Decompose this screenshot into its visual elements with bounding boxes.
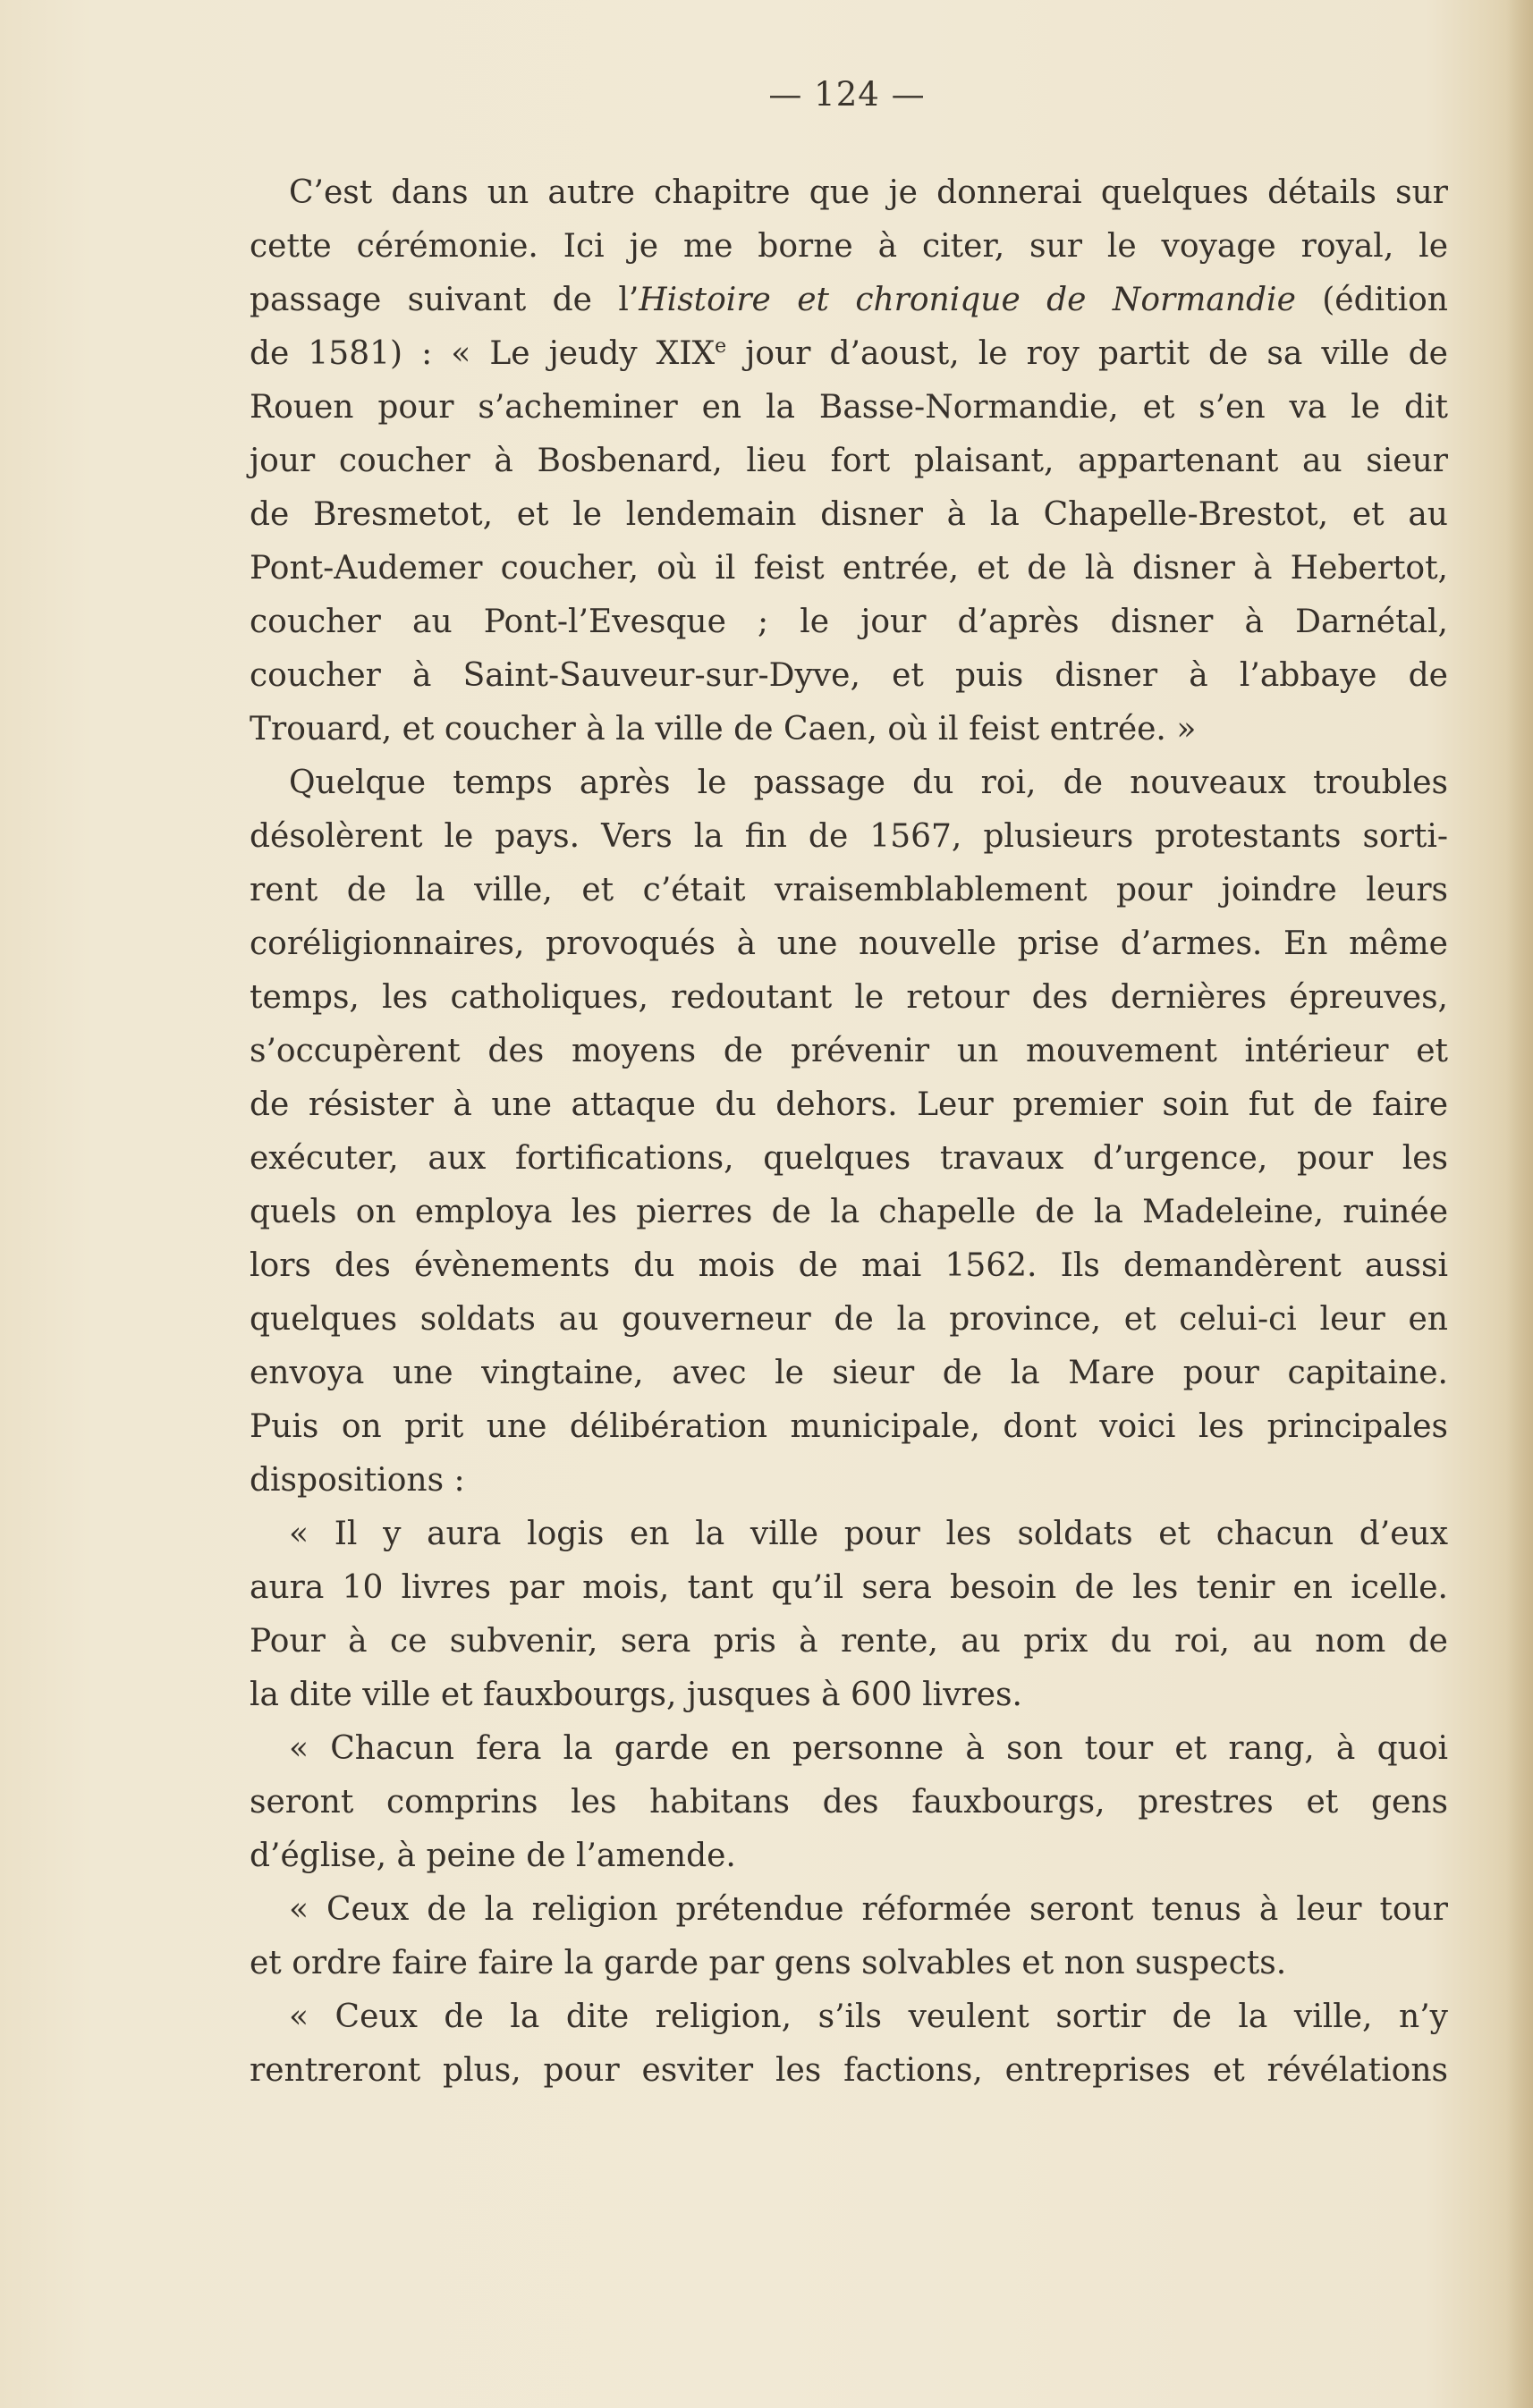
text-line: de Bresmetot, et le lendemain disner à la Chapelle-Brestot, et au [250,496,1448,533]
text-segment: de 1581) : « Le jeudy XIX [250,335,716,372]
text-line: jour coucher à Bosbenard, lieu fort plaisant, appartenant au sieur [250,443,1448,479]
body-text [250,166,1448,2098]
text-line [250,274,1448,327]
text-line: exécuter, aux fortifications, quelques travaux d’urgence, pour les [250,1140,1448,1177]
text-line: Trouard, et coucher à la ville de Caen, où il feist entrée. » [250,711,1197,748]
text-line [250,327,1448,381]
italic-title: Histoire et chronique de Normandie [639,282,1296,318]
page-number: — 124 — [768,75,926,114]
text-segment: jour d’aoust, le roy partit de sa ville de [726,335,1448,372]
text-line: lors des évènements du mois de mai 1562. Ils demandèrent aussi [250,1247,1448,1284]
text-line: « Ceux de la religion prétendue réformée seront tenus à leur tour [289,1891,1448,1928]
text-line: Pour à ce subvenir, sera pris à rente, au prix du roi, au nom de [250,1623,1448,1660]
text-line: envoya une vingtaine, avec le sieur de la Mare pour capitaine. [250,1355,1448,1391]
text-line: C’est dans un autre chapitre que je donnerai quelques détails sur [289,174,1448,211]
text-line: dispositions : [250,1462,465,1499]
text-line: de résister à une attaque du dehors. Leur premier soin fut de faire [250,1086,1448,1123]
text-line: Quelque temps après le passage du roi, de nouveaux troubles [289,765,1448,801]
text-line: Puis on prit une délibération municipale, dont voici les principales [250,1408,1448,1445]
text-line: rent de la ville, et c’était vraisemblablement pour joindre leurs [250,872,1448,908]
text-line: aura 10 livres par mois, tant qu’il sera besoin de les tenir en icelle. [250,1569,1448,1606]
text-line: « Chacun fera la garde en personne à son tour et rang, à quoi [289,1730,1448,1767]
text-segment: passage suivant de l’ [250,282,639,318]
text-line: « Il y aura logis en la ville pour les soldats et chacun d’eux [289,1516,1448,1552]
page-edge-shadow [1506,0,1533,2408]
text-line: coréligionnaires, provoqués à une nouvelle prise d’armes. En même [250,925,1448,962]
text-line: quelques soldats au gouverneur de la province, et celui-ci leur en [250,1301,1448,1338]
text-line: rentreront plus, pour esviter les factions, entreprises et révélations [250,2052,1448,2089]
text-line: la dite ville et fauxbourgs, jusques à 600 livres. [250,1677,1022,1713]
text-line: et ordre faire faire la garde par gens solvables et non suspects. [250,1945,1287,1981]
text-line: d’église, à peine de l’amende. [250,1838,736,1874]
text-line: « Ceux de la dite religion, s’ils veulent sortir de la ville, n’y [289,1998,1448,2035]
text-line: quels on employa les pierres de la chapelle de la Madeleine, ruinée [250,1194,1448,1230]
text-line: s’occupèrent des moyens de prévenir un mouvement intérieur et [250,1033,1448,1069]
text-line: coucher au Pont-l’Evesque ; le jour d’après disner à Darnétal, [250,604,1448,640]
superscript: e [715,335,727,358]
text-line: Rouen pour s’acheminer en la Basse-Normandie, et s’en va le dit [250,389,1448,426]
text-line: Pont-Audemer coucher, où il feist entrée, et de là disner à Hebertot, [250,550,1448,587]
text-line: coucher à Saint-Sauveur-sur-Dyve, et puis disner à l’abbaye de [250,657,1448,694]
text-segment: (édition [1295,282,1448,318]
text-line: désolèrent le pays. Vers la fin de 1567, plusieurs protestants sorti- [250,818,1448,855]
text-line: seront comprins les habitans des fauxbourgs, prestres et gens [250,1784,1448,1821]
text-line: temps, les catholiques, redoutant le retour des dernières épreuves, [250,979,1448,1016]
text-line: cette cérémonie. Ici je me borne à citer, sur le voyage royal, le [250,228,1448,265]
